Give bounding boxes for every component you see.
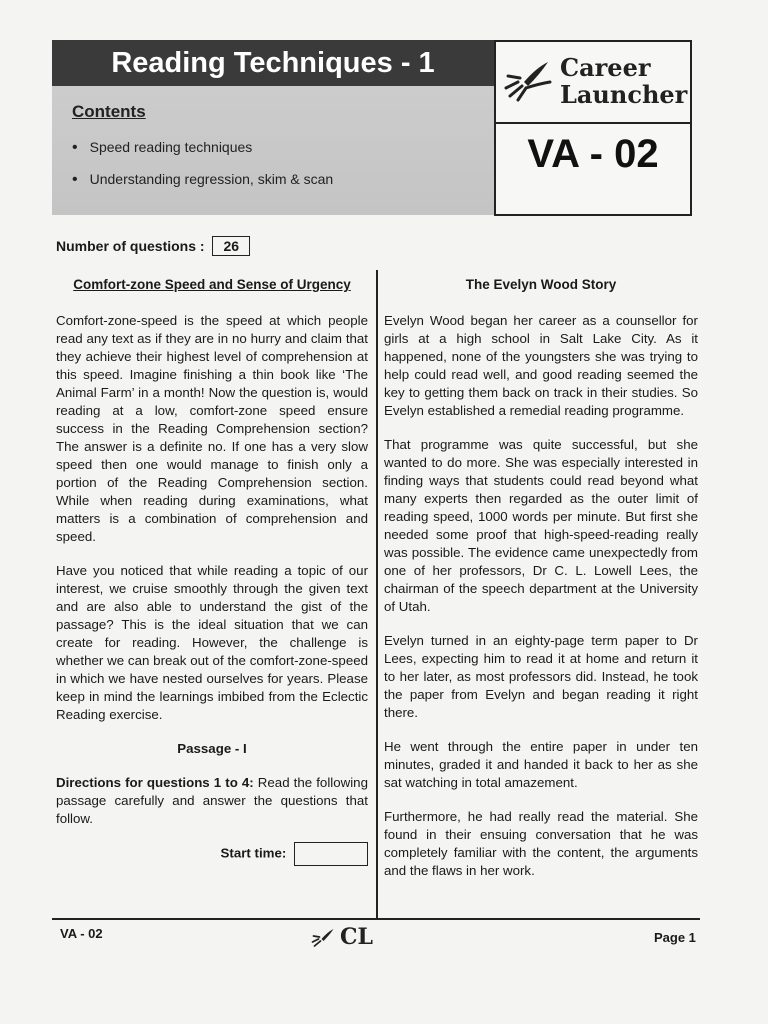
- footer-logo-text: CL: [340, 924, 373, 950]
- contents-item: • Understanding regression, skim & scan: [72, 168, 333, 200]
- contents-list: [72, 136, 333, 200]
- footer-divider: [52, 918, 700, 920]
- column-divider: [376, 270, 378, 918]
- footer-logo: [310, 924, 373, 950]
- logo: [496, 42, 690, 124]
- directions: [56, 774, 368, 828]
- number-of-questions-count: 26: [212, 236, 250, 256]
- right-paragraph: That programme was quite successful, but she wanted to do more. She was especially interested in finding ways that students could read beyond what many experts then regarded as the outer limit of reading speed, 1000 words per minute. But first she needed some proof that high-speed-reading really was possible. The evidence came unexpectedly from one of her professors, Dr C. L. Lowell Lees, the chairman of the speech department at the University of Utah.: [384, 437, 698, 614]
- logo-line-1: Career: [560, 53, 651, 82]
- logo-line-2: Launcher: [560, 80, 688, 109]
- left-column: [56, 276, 368, 866]
- contents-item: • Speed reading techniques: [72, 136, 333, 168]
- right-heading: The Evelyn Wood Story: [465, 277, 617, 292]
- career-launcher-logo-icon: [502, 58, 552, 102]
- right-paragraph: Evelyn Wood began her career as a counsellor for girls at a high school in Salt Lake City. As it happened, none of the youngsters she was trying to help could read well, and good reading seemed the key to getting them back on track in their studies. So Evelyn established a remedial reading programme.: [384, 313, 698, 418]
- logo-text: [560, 54, 687, 108]
- right-paragraph: He went through the entire paper in under ten minutes, graded it and handed it back to her as she sat watching in total amazement.: [384, 739, 698, 790]
- number-of-questions: [56, 236, 250, 256]
- right-column: [384, 276, 698, 896]
- page-number: Page 1: [654, 930, 696, 945]
- right-paragraph: Evelyn turned in an eighty-page term paper to Dr Lees, expecting him to read it at home and return it to her later, as most professors did. Instead, he took the paper from Evelyn and began reading it right there.: [384, 633, 698, 720]
- start-time-row: [56, 842, 368, 866]
- footer-code: VA - 02: [60, 926, 103, 941]
- header-band: [52, 40, 494, 215]
- left-paragraph-1: Comfort-zone-speed is the speed at which people read any text as if they are in no hurry and claim that they achieve their highest level of comprehension at this speed. Imagine finishing a thin book like ‘The Animal Farm’ in a month! Now the question is, would reading at a low, comfort-zone speed ensure success in the Reading Comprehension section? The answer is a definite no. If one has a very slow speed then one would manage to finish only a portion of the Reading Comprehension section. While when reading during examinations, what matters is a combination of comprehension and speed.: [56, 313, 368, 544]
- contents-title: Contents: [72, 102, 146, 121]
- start-time-label: Start time:: [220, 845, 287, 861]
- cl-logo-icon: [310, 927, 336, 949]
- passage-label: Passage - I: [177, 741, 247, 756]
- start-time-box[interactable]: [294, 842, 368, 866]
- left-heading: Comfort-zone Speed and Sense of Urgency: [73, 277, 351, 292]
- left-paragraph-2: Have you noticed that while reading a topic of our interest, we cruise smoothly through the given text and are also able to understand the gist of the passage? This is the ideal situation that we can create for reading. However, the challenge is whether we can break out of the comfort-zone-speed in which we have nested ourselves for years. Please keep in mind the learnings imbibed from the Eclectic Reading exercise.: [56, 563, 368, 722]
- page-title: Reading Techniques - 1: [52, 40, 494, 86]
- module-code: VA - 02: [527, 132, 659, 176]
- directions-bold: Directions for questions 1 to 4:: [56, 775, 254, 790]
- directions-text: Read the following passage carefully and answer the questions that follow.: [56, 775, 368, 826]
- logo-box: [494, 40, 692, 216]
- number-of-questions-label: Number of questions :: [56, 238, 205, 254]
- right-paragraph: Furthermore, he had really read the material. She found in their ensuing conversation that he was completely familiar with the content, the arguments and the flaws in her work.: [384, 809, 698, 878]
